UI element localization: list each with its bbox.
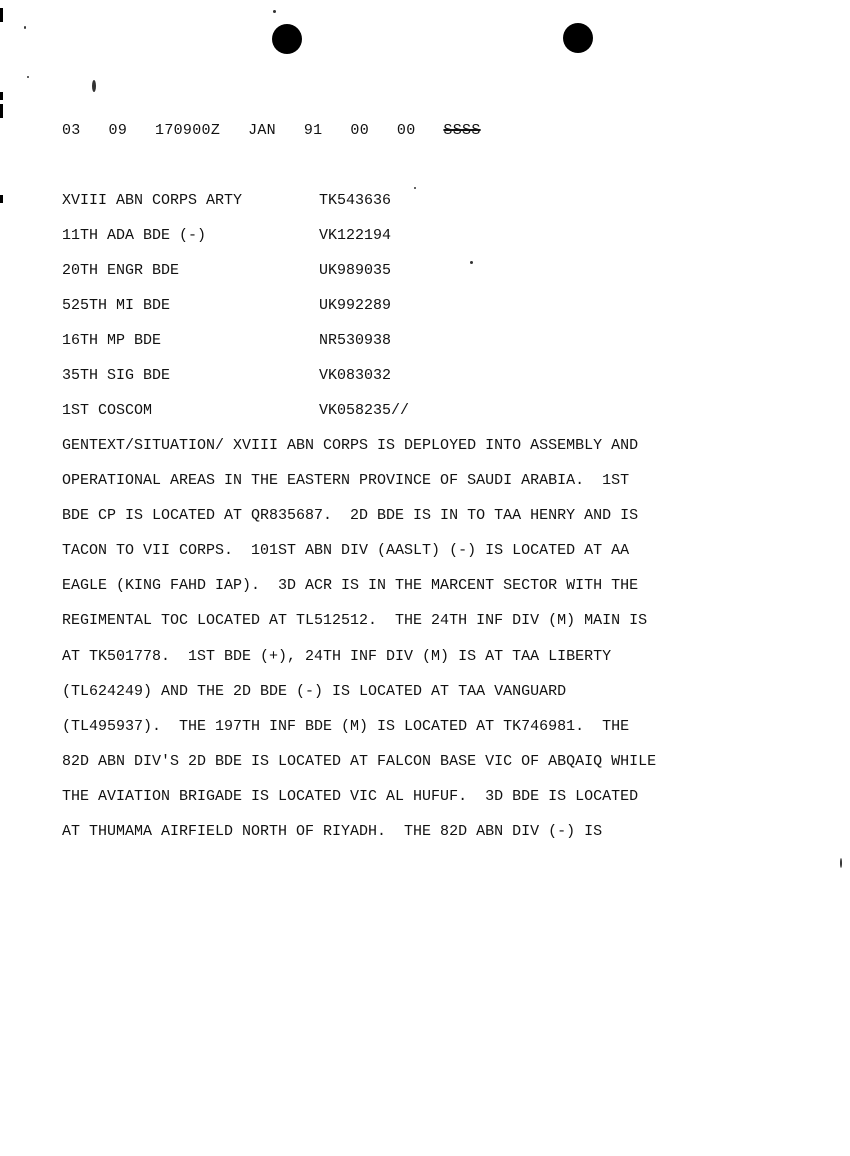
- scan-speck: [92, 80, 96, 92]
- scan-speck: [840, 858, 842, 868]
- scan-edge-mark: [0, 92, 3, 100]
- narrative-line: EAGLE (KING FAHD IAP). 3D ACR IS IN THE MARCENT SECTOR WITH THE: [62, 577, 639, 595]
- unit-location-list: [62, 192, 410, 437]
- unit-grid: NR530938: [319, 332, 392, 349]
- header-field-6: 00: [350, 122, 369, 139]
- narrative-line: AT THUMAMA AIRFIELD NORTH OF RIYADH. THE 82D ABN DIV (-) IS: [62, 823, 603, 841]
- narrative-line: GENTEXT/SITUATION/ XVIII ABN CORPS IS DEPLOYED INTO ASSEMBLY AND: [62, 437, 639, 454]
- narrative-line: OPERATIONAL AREAS IN THE EASTERN PROVINCE OF SAUDI ARABIA. 1ST: [62, 472, 630, 490]
- scan-speck: [273, 10, 276, 13]
- header-struck-field: SSSS: [443, 122, 481, 139]
- scan-edge-mark: [0, 104, 3, 118]
- unit-name: 11TH ADA BDE (-): [62, 227, 207, 244]
- unit-row: [62, 227, 392, 262]
- scan-speck: [24, 26, 26, 29]
- narrative-line: TACON TO VII CORPS. 101ST ABN DIV (AASLT) (-) IS LOCATED AT AA: [62, 542, 630, 560]
- unit-name: 525TH MI BDE: [62, 297, 171, 314]
- unit-name: 1ST COSCOM: [62, 402, 153, 419]
- unit-row: [62, 332, 392, 367]
- scan-speck: [414, 187, 416, 189]
- header-field-1: 03: [62, 122, 81, 139]
- unit-row: [62, 297, 392, 332]
- header-year: 91: [303, 122, 323, 139]
- scan-speck: [27, 76, 29, 78]
- scan-edge-mark: [0, 195, 3, 203]
- narrative-line: REGIMENTAL TOC LOCATED AT TL512512. THE 24TH INF DIV (M) MAIN IS: [62, 612, 648, 630]
- situation-narrative: [62, 437, 822, 858]
- narrative-line: THE AVIATION BRIGADE IS LOCATED VIC AL HUFUF. 3D BDE IS LOCATED: [62, 787, 639, 805]
- narrative-line: 82D ABN DIV'S 2D BDE IS LOCATED AT FALCON BASE VIC OF ABQAIQ WHILE: [62, 752, 657, 770]
- unit-grid: TK543636: [319, 192, 392, 209]
- unit-name: 16TH MP BDE: [62, 332, 162, 349]
- header-dtg: 170900Z: [155, 122, 221, 139]
- header-field-2: 09: [108, 122, 128, 139]
- scan-edge-mark: [0, 8, 3, 22]
- unit-grid: VK058235//: [319, 402, 410, 419]
- narrative-line: (TL624249) AND THE 2D BDE (-) IS LOCATED AT TAA VANGUARD: [62, 682, 567, 700]
- unit-grid: VK122194: [319, 227, 392, 244]
- narrative-line: BDE CP IS LOCATED AT QR835687. 2D BDE IS IN TO TAA HENRY AND IS: [62, 507, 639, 525]
- unit-row: [62, 367, 392, 402]
- message-header-line: [62, 122, 481, 139]
- header-field-7: 00: [396, 122, 416, 139]
- narrative-line: AT TK501778. 1ST BDE (+), 24TH INF DIV (M) IS AT TAA LIBERTY: [62, 647, 612, 665]
- punch-hole-left: [272, 24, 302, 54]
- unit-name: 35TH SIG BDE: [62, 367, 171, 384]
- unit-grid: UK989035: [319, 262, 392, 279]
- unit-row: [62, 192, 392, 227]
- punch-hole-right: [563, 23, 593, 53]
- unit-name: 20TH ENGR BDE: [62, 262, 180, 279]
- unit-grid: VK083032: [319, 367, 392, 384]
- unit-grid: UK992289: [319, 297, 392, 314]
- unit-row: [62, 402, 410, 437]
- scan-speck: [470, 261, 473, 264]
- narrative-line: (TL495937). THE 197TH INF BDE (M) IS LOCATED AT TK746981. THE: [62, 717, 630, 735]
- unit-row: [62, 262, 392, 297]
- unit-name: XVIII ABN CORPS ARTY: [62, 192, 243, 209]
- header-month: JAN: [248, 122, 276, 139]
